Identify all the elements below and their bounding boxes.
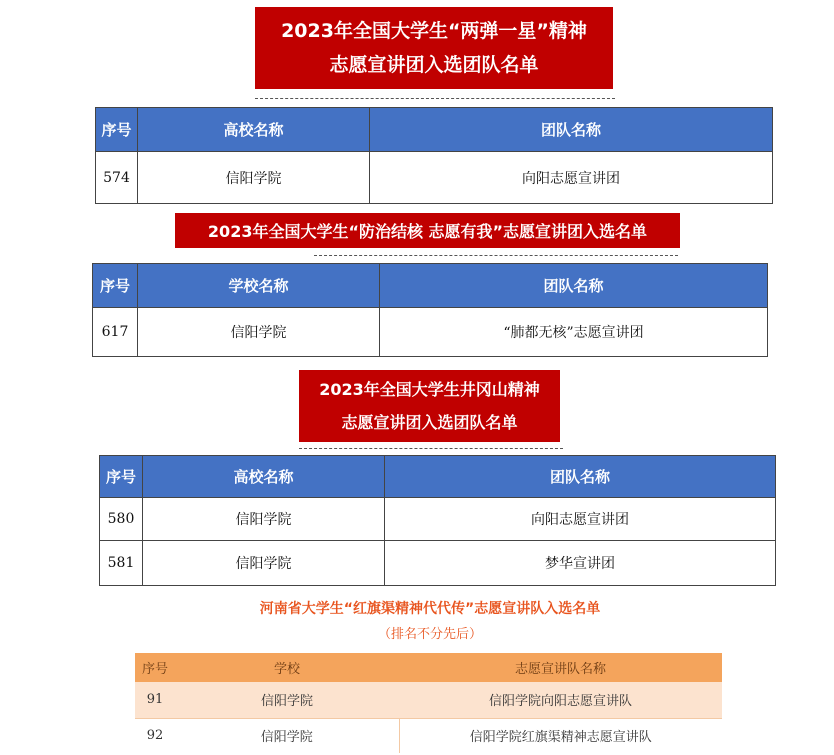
- section3-table: [99, 455, 776, 586]
- table-row: [135, 682, 722, 718]
- cell-seq: 580: [100, 498, 143, 541]
- cell-team: “肺都无核”志愿宣讲团: [380, 308, 768, 357]
- section2-title-banner: [175, 213, 680, 248]
- header-school: 高校名称: [143, 456, 385, 498]
- header-school: 学校名称: [138, 264, 380, 308]
- section3-title-banner: [299, 370, 560, 442]
- header-team: 团队名称: [385, 456, 776, 498]
- cell-school: 信阳学院: [143, 498, 385, 541]
- cell-school: 信阳学院: [143, 541, 385, 586]
- cell-team: 向阳志愿宣讲团: [385, 498, 776, 541]
- section4-subtitle: （排名不分先后）: [377, 627, 482, 642]
- cell-seq: 92: [135, 718, 175, 753]
- cell-seq: 574: [96, 152, 138, 204]
- header-team: 团队名称: [370, 108, 773, 152]
- header-seq: 序号: [93, 264, 138, 308]
- header-seq: 序号: [100, 456, 143, 498]
- cell-school: 信阳学院: [175, 718, 399, 753]
- table-row: [96, 152, 773, 204]
- section3-title-line2: 志愿宣讲团入选团队名单: [341, 413, 518, 432]
- cell-school: 信阳学院: [138, 152, 370, 204]
- section1-title-banner: [255, 7, 613, 89]
- header-seq: 序号: [135, 653, 175, 682]
- cell-seq: 91: [135, 682, 175, 718]
- header-school: 高校名称: [138, 108, 370, 152]
- section3-divider: [299, 448, 563, 449]
- section2-divider: [314, 255, 678, 256]
- cell-team: 信阳学院向阳志愿宣讲队: [399, 682, 722, 718]
- section2-title: 2023年全国大学生“防治结核 志愿有我”志愿宣讲团入选名单: [207, 222, 648, 241]
- section2-table: [92, 263, 768, 357]
- cell-team: 信阳学院红旗渠精神志愿宣讲队: [399, 718, 722, 753]
- header-team: 志愿宣讲队名称: [399, 653, 722, 682]
- cell-school: 信阳学院: [175, 682, 399, 718]
- table-row: [93, 308, 768, 357]
- section1-divider: [255, 98, 615, 99]
- cell-team: 梦华宣讲团: [385, 541, 776, 586]
- table-row: [135, 718, 722, 753]
- table-row: [100, 498, 776, 541]
- header-team: 团队名称: [380, 264, 768, 308]
- header-seq: 序号: [96, 108, 138, 152]
- cell-school: 信阳学院: [138, 308, 380, 357]
- section4-table: [135, 653, 722, 753]
- section1-title-line1: 2023年全国大学生“两弹一星”精神: [281, 20, 587, 42]
- cell-seq: 581: [100, 541, 143, 586]
- section1-table: [95, 107, 773, 204]
- section4-title: 河南省大学生“红旗渠精神代代传”志愿宣讲队入选名单: [259, 601, 601, 617]
- header-school: 学校: [175, 653, 399, 682]
- table-row: [100, 541, 776, 586]
- section3-title-line1: 2023年全国大学生井冈山精神: [319, 380, 540, 399]
- cell-team: 向阳志愿宣讲团: [370, 152, 773, 204]
- cell-seq: 617: [93, 308, 138, 357]
- section1-title-line2: 志愿宣讲团入选团队名单: [329, 54, 539, 76]
